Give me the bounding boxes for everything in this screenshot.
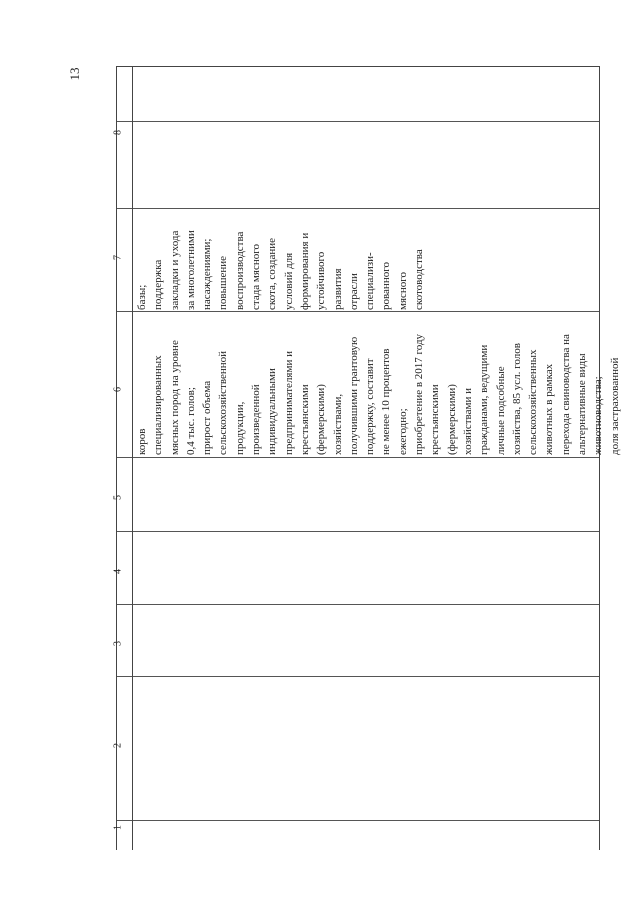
text-line: повышение bbox=[217, 256, 230, 310]
text-line: доля застрахованной bbox=[608, 357, 621, 455]
text-line: условий для bbox=[282, 252, 295, 310]
text-line: перехода свиноводства на bbox=[559, 334, 572, 455]
text-line: ежегодно; bbox=[396, 408, 409, 455]
text-line: индивидуальными bbox=[266, 368, 279, 455]
column-border bbox=[599, 66, 600, 850]
text-line: коров bbox=[136, 428, 148, 455]
row-divider bbox=[116, 208, 599, 209]
text-line: насаждениями; bbox=[201, 238, 214, 310]
text-line: (фермерскими) bbox=[315, 384, 328, 455]
text-line: за многолетними bbox=[184, 230, 197, 310]
text-line: мясных пород на уровне bbox=[168, 340, 181, 455]
row-divider bbox=[116, 531, 599, 532]
text-line: крестьянскими bbox=[298, 384, 311, 455]
column-number: 5 bbox=[112, 495, 124, 500]
text-line: гражданами, ведущими bbox=[478, 344, 491, 455]
text-line: продукции, bbox=[233, 401, 246, 455]
row-divider bbox=[116, 820, 599, 821]
text-line: альтернативные виды bbox=[576, 353, 589, 455]
text-line: произведенной bbox=[250, 384, 263, 455]
text-line: хозяйствами и bbox=[461, 388, 474, 455]
text-line: скотоводства bbox=[413, 249, 426, 310]
text-line: не менее 10 процентов bbox=[380, 348, 393, 455]
text-line: хозяйства, 85 усл. голов bbox=[510, 343, 523, 455]
column-number: 1 bbox=[112, 825, 124, 830]
row-divider bbox=[116, 676, 599, 677]
text-line: получившими грантовую bbox=[347, 336, 360, 455]
text-line: сельскохозяйственных bbox=[527, 349, 540, 455]
text-line: хозяйствами, bbox=[331, 393, 344, 455]
column-border bbox=[116, 66, 117, 850]
text-line: отрасли bbox=[347, 273, 360, 310]
text-line: прирост объема bbox=[201, 380, 214, 455]
column-number: 2 bbox=[112, 743, 124, 748]
text-line: стада мясного bbox=[250, 244, 263, 310]
text-line: закладки и ухода bbox=[168, 230, 181, 310]
text-line: животных в рамках bbox=[543, 363, 556, 455]
page-number: 13 bbox=[67, 67, 82, 81]
text-line: поддержка bbox=[152, 259, 165, 310]
row-divider bbox=[116, 604, 599, 605]
column-number: 6 bbox=[112, 387, 124, 392]
column-7-text bbox=[134, 210, 427, 310]
text-line: развития bbox=[331, 268, 344, 310]
text-line: крестьянскими bbox=[429, 384, 442, 455]
column-6-text bbox=[134, 315, 623, 455]
text-line: устойчивого bbox=[315, 251, 328, 310]
row-divider bbox=[116, 457, 599, 458]
text-line: предпринимателями и bbox=[282, 351, 295, 455]
row-divider bbox=[116, 121, 599, 122]
table-top-border bbox=[116, 66, 599, 67]
text-line: сельскохозяйственной bbox=[217, 350, 230, 455]
column-number: 4 bbox=[112, 569, 124, 574]
row-divider bbox=[116, 311, 599, 312]
column-number: 3 bbox=[112, 641, 124, 646]
text-line: (фермерскими) bbox=[445, 384, 458, 455]
text-line: приобретение в 2017 году bbox=[413, 333, 426, 455]
text-line: 0,4 тыс. голов; bbox=[184, 387, 197, 455]
text-line: базы; bbox=[136, 284, 148, 310]
column-number: 8 bbox=[112, 130, 124, 135]
text-line: животноводства; bbox=[592, 376, 605, 455]
text-line: рованного bbox=[380, 262, 393, 310]
text-line: воспроизводства bbox=[233, 231, 246, 310]
text-line: личные подсобные bbox=[494, 366, 507, 455]
text-line: специализи- bbox=[364, 252, 377, 310]
text-line: формирования и bbox=[298, 232, 311, 310]
text-line: скота, создание bbox=[266, 237, 279, 310]
column-border bbox=[132, 66, 133, 850]
column-number: 7 bbox=[112, 255, 124, 260]
text-line: мясного bbox=[396, 271, 409, 310]
text-line: специализированных bbox=[152, 355, 165, 455]
text-line: поддержку, составит bbox=[364, 358, 377, 455]
